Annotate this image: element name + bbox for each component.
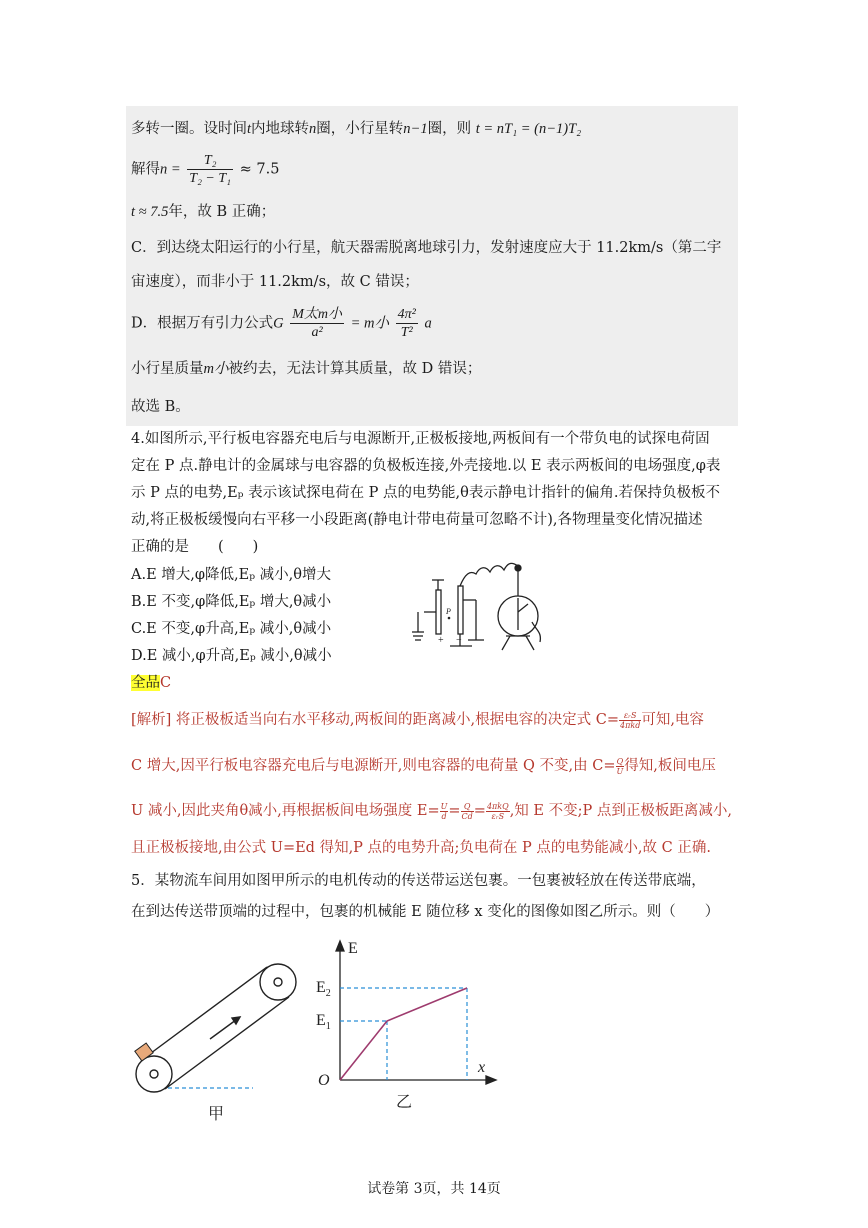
- analysis-line-2: C 增大,因平行板电容器充电后与电源断开,则电容器的电荷量 Q 不变,由 C= $\frac{Q}{U}$ 得知,板间电压: [131, 756, 716, 776]
- solution-line-4: C．到达绕太阳运行的小行星，航天器需脱离地球引力，发射速度应大于 11.2km/s（第二宇: [131, 240, 722, 256]
- page-footer: 试卷第 3页，共 14页: [367, 1181, 501, 1197]
- point-p-label: P: [446, 607, 451, 616]
- solution-line-3: t ≈ 7.5年，故 B 正确；: [131, 204, 276, 220]
- analysis-line-1: [解析] 将正极板适当向右水平移动,两板间的距离减小,根据电容的决定式 C= εᵣS 4πkd 可知,电容: [131, 710, 704, 730]
- axis-x-label: x: [478, 1059, 486, 1076]
- q5-stem-2: 在到达传送带顶端的过程中，包裹的机械能 E 随位移 x 变化的图像如图乙所示。则（ ）: [131, 904, 720, 920]
- q4-option-c: C.E 不变,φ升高,Eₚ 减小,θ减小: [131, 621, 332, 637]
- origin-label: O: [318, 1072, 330, 1089]
- minus-sign: −: [456, 635, 462, 646]
- capacitor-electrometer-figure: [410, 560, 550, 670]
- q4-stem-1: 4.如图所示,平行板电容器充电后与电源断开,正极板接地,两板间有一个带负电的试探电荷固: [131, 431, 710, 447]
- solution-line-1: 多转一圈。设时间t内地球转n圈，小行星转n−1圈，则 t = nT₁ = (n−1)T₂: [131, 121, 582, 137]
- answer-label: 全品: [131, 675, 160, 691]
- q4-stem-2: 定在 P 点.静电计的金属球与电容器的负极板连接,外壳接地.以 E 表示两板间的电场强度,φ表: [131, 458, 721, 474]
- label-yi: 乙: [396, 1092, 413, 1111]
- q5-stem-1: 5．某物流车间用如图甲所示的电机传动的传送带运送包裹。一包裹被轻放在传送带底端，: [131, 873, 706, 889]
- e2-label: $E_2$: [316, 979, 331, 999]
- label-jia: 甲: [208, 1104, 225, 1123]
- solution-line-5: 宙速度），而非小于 11.2km/s，故 C 错误；: [131, 274, 419, 290]
- axis-e-label: E: [348, 940, 358, 957]
- q4-stem-4: 动,将正极板缓慢向右平移一小段距离(静电计带电荷量可忽略不计),各物理量变化情况描述: [131, 512, 703, 528]
- answer-value: C: [160, 675, 172, 691]
- solution-line-8: 故选 B。: [131, 399, 190, 415]
- plus-sign: +: [438, 635, 444, 646]
- q4-stem-5: 正确的是 ( ): [131, 539, 259, 555]
- energy-displacement-graph: [310, 935, 505, 1110]
- q4-option-b: B.E 不变,φ降低,Eₚ 增大,θ减小: [131, 594, 332, 610]
- solution-line-7: 小行星质量m小被约去，无法计算其质量，故 D 错误；: [131, 361, 482, 377]
- analysis-line-3: U 减小,因此夹角θ减小,再根据板间电场强度 E= $\frac{U}{d}$ = $\frac{Q}{Cd}$ = 4πkQ εᵣS ,知 E 不变;P 点到正极板距离减小,: [131, 801, 732, 821]
- analysis-line-4: 且正极板接地,由公式 U=Ed 得知,P 点的电势升高;负电荷在 P 点的电势能减小,故 C 正确.: [131, 840, 711, 856]
- q4-answer: [131, 673, 171, 693]
- q4-option-d: D.E 减小,φ升高,Eₚ 减小,θ减小: [131, 648, 332, 664]
- q4-option-a: A.E 增大,φ降低,Eₚ 减小,θ增大: [131, 567, 331, 583]
- q4-stem-3: 示 P 点的电势,Eₚ 表示该试探电荷在 P 点的电势能,θ表示静电计指针的偏角.若保持负极板不: [131, 485, 720, 501]
- solution-line-6: D．根据万有引力公式G $\frac{\text{M太m小}}{\text{a²}}$ = m小 $\frac{\text{4π²}}{\text{T²}}$ a: [131, 307, 432, 340]
- solution-line-2: 解得n = $\frac{\text{T₂}}{\text{T₂ − T₁}}$ ≈ 7.5: [131, 153, 280, 186]
- conveyor-belt-figure: [128, 955, 308, 1123]
- energy-curve: [340, 988, 467, 1080]
- e1-label: $E_1$: [316, 1012, 331, 1032]
